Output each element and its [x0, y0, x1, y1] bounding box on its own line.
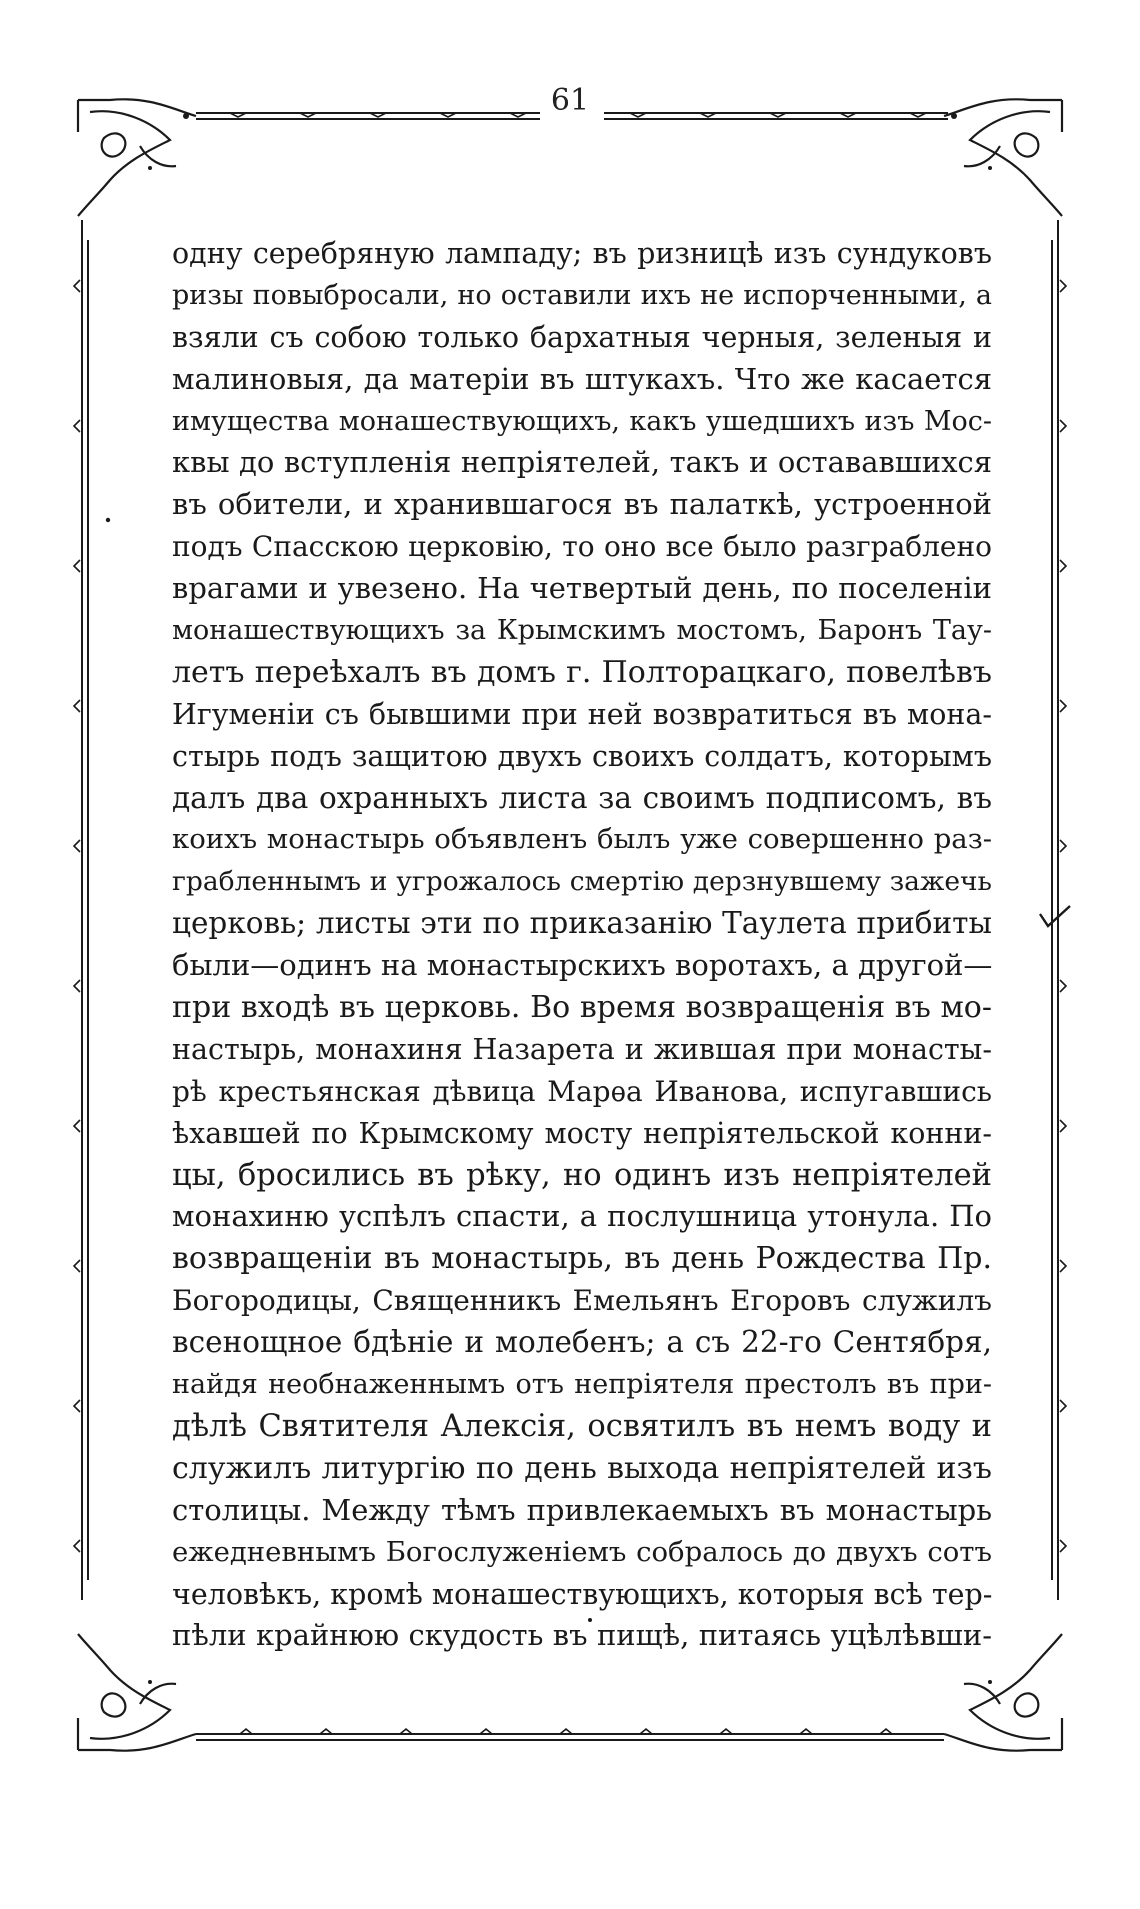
text-line: настырь, монахиня Назарета и жившая при монасты-: [172, 1032, 992, 1066]
text-line: дѣлѣ Святителя Алексія, освятилъ въ немъ воду и: [172, 1408, 992, 1444]
corner-top-right: [944, 99, 1062, 216]
text-line: стырь подъ защитою двухъ своихъ солдатъ, которымъ: [172, 739, 992, 773]
text-line: найдя необнаженнымъ отъ непріятеля престолъ въ при-: [172, 1369, 992, 1401]
left-side-rule: [82, 220, 88, 1600]
text-line: взяли съ собою только бархатныя черныя, зеленыя и: [172, 320, 992, 354]
text-line: при входѣ въ церковь. Во время возвращенія въ мо-: [172, 990, 992, 1026]
text-line: пѣли крайнюю скудость въ пищѣ, питаясь уцѣлѣвши-: [172, 1618, 992, 1653]
text-line: далъ два охранныхъ листа за своимъ подписомъ, въ: [172, 780, 992, 815]
text-line: малиновыя, да матеріи въ штукахъ. Что же касается: [172, 361, 992, 396]
text-line: квы до вступленія непріятелей, такъ и остававшихся: [172, 445, 992, 480]
text-line: Богородицы, Священникъ Емельянъ Егоровъ служилъ: [172, 1284, 992, 1318]
text-line: въ обители, и хранившагося въ палаткѣ, устроенной: [172, 487, 992, 522]
body-text: [172, 233, 992, 1657]
text-line: подъ Спасскою церковію, то оно все было разграблено: [172, 530, 992, 564]
text-line: цы, бросились въ рѣку, но одинъ изъ непріятелей: [172, 1157, 992, 1193]
text-line: ѣхавшей по Крымскому мосту непріятельской конни-: [172, 1116, 992, 1150]
text-line: человѣкъ, кромѣ монашествующихъ, которыя всѣ тер-: [172, 1577, 992, 1611]
text-line: ежедневнымъ Богослуженіемъ собралось до двухъ сотъ: [172, 1535, 992, 1568]
text-line: Игуменіи съ бывшими при ней возвратиться въ мона-: [172, 697, 992, 731]
text-line: церковь; листы эти по приказанію Таулета прибиты: [172, 906, 992, 941]
text-line: служилъ литургію по день выхода непріятелей изъ: [172, 1450, 992, 1486]
text-line: монашествующихъ за Крымскимъ мостомъ, Баронъ Тау-: [172, 615, 992, 647]
text-line: всенощное бдѣніе и молебенъ; а съ 22-го Сентября,: [172, 1325, 992, 1360]
text-line: монахиню успѣлъ спасти, а послушница утонула. По: [172, 1199, 992, 1234]
text-line: столицы. Между тѣмъ привлекаемыхъ въ монастырь: [172, 1492, 992, 1527]
text-line: были—одинъ на монастырскихъ воротахъ, а другой—: [172, 948, 992, 983]
text-line: летъ переѣхалъ въ домъ г. Полторацкаго, повелѣвъ: [172, 654, 992, 690]
text-line: ризы повыбросали, но оставили ихъ не испорченными, а: [172, 279, 992, 311]
text-line: возвращеніи въ монастырь, въ день Рождества Пр.: [172, 1241, 992, 1277]
page-number: 61: [550, 83, 590, 118]
text-line: имущества монашествующихъ, какъ ушедшихъ изъ Мос-: [172, 405, 992, 437]
text-line: одну серебряную лампаду; въ ризницѣ изъ сундуковъ: [172, 237, 992, 270]
bottom-rule: [196, 1734, 944, 1740]
text-line: коихъ монастырь объявленъ былъ уже совершенно раз-: [172, 823, 992, 856]
top-rule-left: [196, 113, 540, 119]
text-line: врагами и увезено. На четвертый день, по поселеніи: [172, 571, 992, 606]
text-line: грабленнымъ и угрожалось смертію дерзнувшему зажечь: [172, 866, 992, 898]
text-line: рѣ крестьянская дѣвица Марѳа Иванова, испугавшись: [172, 1074, 992, 1108]
corner-top-left: [78, 99, 196, 216]
checkmark-icon: [1038, 904, 1072, 930]
